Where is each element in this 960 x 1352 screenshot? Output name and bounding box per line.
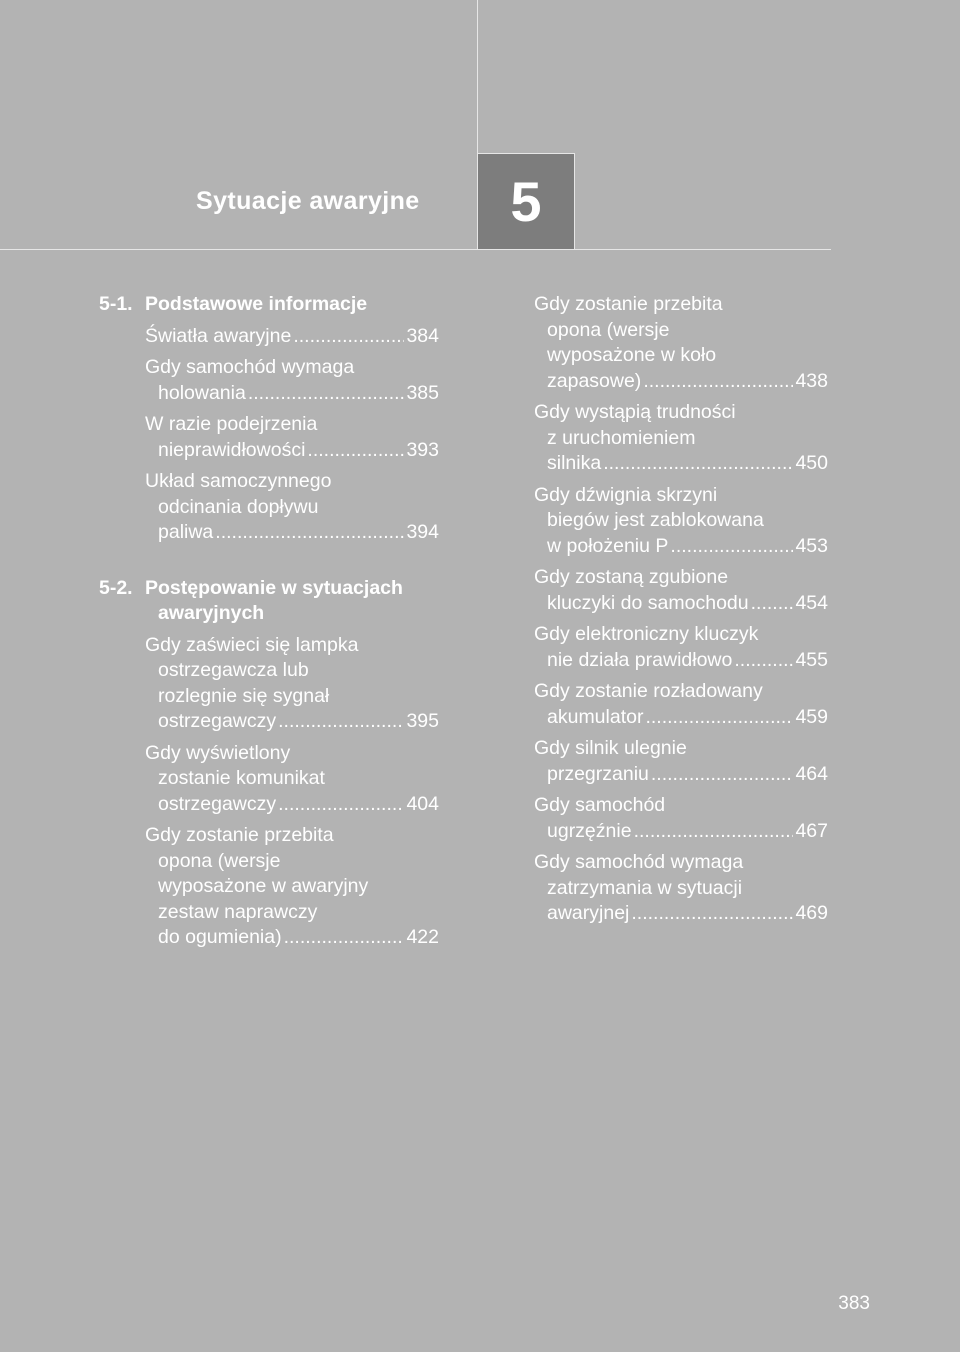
chapter-number: 5 xyxy=(510,170,542,233)
section-number: 5-1. xyxy=(99,293,133,315)
toc-entry-page[interactable]: 455 xyxy=(795,648,828,671)
toc-section xyxy=(99,576,439,951)
toc-entry-title-cont: rozlegnie się sygnał xyxy=(158,684,330,707)
page-number: 383 xyxy=(838,1293,870,1314)
toc-entry-last-line xyxy=(534,591,828,617)
toc-entry-page[interactable]: 404 xyxy=(406,792,439,815)
toc-entry-page[interactable]: 450 xyxy=(795,452,828,474)
toc-entry-page[interactable]: 394 xyxy=(406,521,439,543)
toc-entry-last-line xyxy=(145,520,439,546)
toc-entry-title: Gdy samochód wymaga xyxy=(145,356,355,378)
toc-entry-last-line xyxy=(145,792,439,818)
toc-entry-title-end: nie działa prawidłowo xyxy=(547,648,733,671)
toc-entry-title-end: przegrzaniu xyxy=(547,762,649,785)
toc-entry-last-line xyxy=(534,451,828,477)
section-heading[interactable] xyxy=(99,576,439,627)
toc-entry-title: Gdy zostanie rozładowany xyxy=(534,680,763,702)
toc-entry-title: Gdy samochód xyxy=(534,794,666,816)
toc-left-column xyxy=(99,292,439,981)
toc-entry-last-line xyxy=(534,705,828,731)
toc-entry-title-end: holowania xyxy=(158,381,246,404)
toc-entry[interactable] xyxy=(534,565,828,616)
section-title: Postępowanie w sytuacjach awaryjnych xyxy=(145,576,403,624)
toc-entry[interactable] xyxy=(145,355,439,406)
dot-leader xyxy=(645,705,793,731)
toc-section xyxy=(99,292,439,546)
toc-entry-last-line xyxy=(145,709,439,735)
dot-leader xyxy=(751,591,794,617)
toc-entry[interactable] xyxy=(534,400,828,477)
toc-entry[interactable] xyxy=(145,324,439,350)
toc-entry-title-end: ostrzegawczy xyxy=(158,792,277,815)
section-heading[interactable] xyxy=(99,292,439,318)
toc-entry-title-end: ugrzęźnie xyxy=(547,819,632,842)
dot-leader xyxy=(278,792,404,818)
dot-leader xyxy=(215,520,404,546)
toc-entry-title: Gdy wystąpią trudności xyxy=(534,401,736,423)
toc-entry-title-end: akumulator xyxy=(547,705,644,728)
toc-entry-page[interactable]: 469 xyxy=(795,902,828,924)
toc-entry-title-end: ostrzegawczy xyxy=(158,710,277,732)
dot-leader xyxy=(284,925,405,951)
chapter-number-tab xyxy=(477,153,575,250)
toc-entry[interactable] xyxy=(145,823,439,951)
toc-entry-page[interactable]: 393 xyxy=(406,438,439,461)
dot-leader xyxy=(734,648,793,674)
toc-entry-last-line xyxy=(534,534,828,560)
toc-entry-title-cont: zostanie komunikat xyxy=(158,767,325,789)
toc-entry-page[interactable]: 459 xyxy=(795,705,828,728)
toc-entry-title: Gdy wyświetlony xyxy=(145,741,291,764)
toc-entry-title-cont: z uruchomieniem xyxy=(547,426,696,449)
toc-entry[interactable] xyxy=(534,793,828,844)
dot-leader xyxy=(651,762,794,788)
toc-entry-title: Gdy zostanie przebita xyxy=(145,824,334,846)
dot-leader xyxy=(248,381,405,407)
toc-entry-title-cont: biegów jest zablokowana xyxy=(547,509,764,531)
toc-entry-title: Gdy samochód wymaga xyxy=(534,851,744,873)
toc-entry[interactable] xyxy=(534,622,828,673)
toc-entry-title: Gdy elektroniczny kluczyk xyxy=(534,623,759,645)
section-title: Podstawowe informacje xyxy=(145,293,368,315)
toc-entry-title-end: awaryjnej xyxy=(547,902,630,924)
toc-entry-title-end: w położeniu P xyxy=(547,534,669,557)
dot-leader xyxy=(643,369,793,395)
toc-entry-page[interactable]: 453 xyxy=(795,534,828,557)
toc-entry-page[interactable]: 464 xyxy=(795,762,828,785)
toc-entry[interactable] xyxy=(534,292,828,394)
toc-entry[interactable] xyxy=(534,850,828,927)
toc-entry-last-line xyxy=(145,381,439,407)
toc-entry-last-line xyxy=(534,901,828,927)
toc-entry-title-cont: wyposażone w koło xyxy=(547,344,717,366)
toc-entry-title: Gdy zostaną zgubione xyxy=(534,566,729,588)
toc-entry[interactable] xyxy=(534,483,828,560)
toc-entry-page[interactable]: 438 xyxy=(795,369,828,392)
toc-entry[interactable] xyxy=(145,412,439,463)
toc-entry-title-end: silnika xyxy=(547,452,602,474)
toc-entry-title-end: Światła awaryjne xyxy=(145,324,292,347)
section-entries xyxy=(99,633,439,951)
toc-entry-last-line xyxy=(145,925,439,951)
toc-entry[interactable] xyxy=(145,469,439,546)
toc-entry[interactable] xyxy=(534,736,828,787)
toc-entry-title-end: paliwa xyxy=(158,521,214,543)
toc-entry-title: Gdy silnik ulegnie xyxy=(534,737,687,759)
section-number: 5-2. xyxy=(99,576,133,599)
toc-entry-last-line xyxy=(534,762,828,788)
toc-entry-page[interactable]: 384 xyxy=(406,324,439,347)
toc-entry-title: Układ samoczynnego xyxy=(145,470,332,492)
toc-entry[interactable] xyxy=(145,633,439,735)
toc-entry-title-cont: zestaw naprawczy xyxy=(158,900,318,923)
header-vertical-rule xyxy=(477,0,478,153)
toc-right-column xyxy=(534,292,828,927)
toc-entry-title-end: zapasowe) xyxy=(547,369,642,392)
toc-entry-title-cont: odcinania dopływu xyxy=(158,495,319,518)
toc-entry-title: Gdy dźwignia skrzyni xyxy=(534,483,718,506)
toc-entry-last-line xyxy=(534,648,828,674)
toc-entry-page[interactable]: 467 xyxy=(795,819,828,842)
toc-entry-last-line xyxy=(145,324,439,350)
toc-entry-page[interactable]: 385 xyxy=(406,381,439,404)
dot-leader xyxy=(307,438,404,464)
toc-entry-title-end: do ogumienia) xyxy=(158,926,282,948)
toc-entry[interactable] xyxy=(145,741,439,818)
toc-entry-last-line xyxy=(534,369,828,395)
toc-entry-last-line xyxy=(145,438,439,464)
toc-entry-title: Gdy zostanie przebita xyxy=(534,293,723,315)
toc-entry-title-cont: opona (wersje xyxy=(158,849,281,872)
toc-entry-title-cont: ostrzegawcza lub xyxy=(158,659,309,681)
toc-entry-page[interactable]: 422 xyxy=(406,926,439,948)
toc-entry-title-cont: wyposażone w awaryjny xyxy=(158,875,369,897)
dot-leader xyxy=(670,534,793,560)
dot-leader xyxy=(634,819,794,845)
section-entries xyxy=(99,324,439,546)
toc-entry-title-cont: zatrzymania w sytuacji xyxy=(547,876,743,899)
toc-entry-title: W razie podejrzenia xyxy=(145,413,318,435)
toc-entry-page[interactable]: 454 xyxy=(795,591,828,614)
header-horizontal-rule xyxy=(0,249,831,250)
toc-entry-title: Gdy zaświeci się lampka xyxy=(145,633,359,656)
toc-entry[interactable] xyxy=(534,679,828,730)
toc-entry-title-end: nieprawidłowości xyxy=(158,438,306,461)
toc-entry-page[interactable]: 395 xyxy=(406,710,439,732)
chapter-title: Sytuacje awaryjne xyxy=(196,187,420,215)
dot-leader xyxy=(631,901,793,927)
dot-leader xyxy=(603,451,793,477)
toc-entry-title-cont: opona (wersje xyxy=(547,318,670,341)
toc-entry-title-end: kluczyki do samochodu xyxy=(547,591,749,614)
toc-entry-last-line xyxy=(534,819,828,845)
dot-leader xyxy=(278,709,404,735)
dot-leader xyxy=(293,324,404,350)
